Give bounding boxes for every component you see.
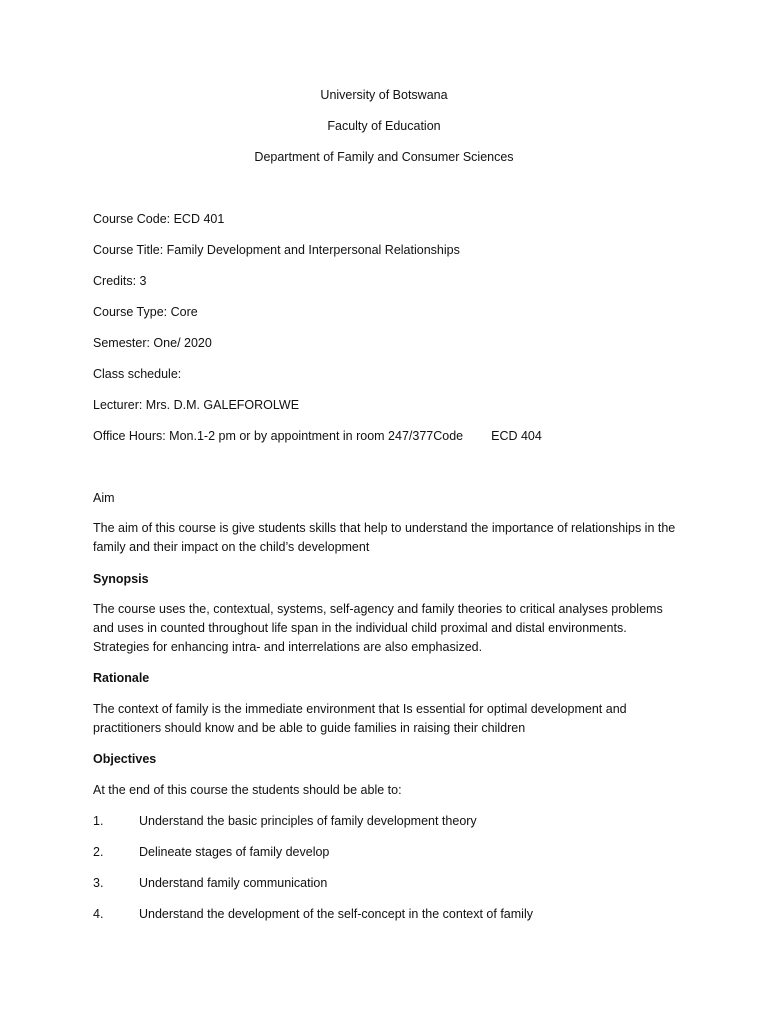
objectives-heading: Objectives <box>93 752 157 766</box>
list-item-text: Understand family communication <box>139 876 328 890</box>
list-item-number: 4. <box>93 907 104 921</box>
list-item-text: Understand the development of the self-concept in the context of family <box>139 907 533 921</box>
aim-heading: Aim <box>93 491 115 505</box>
synopsis-heading: Synopsis <box>93 572 149 586</box>
rationale-heading: Rationale <box>93 671 150 685</box>
objectives-intro: At the end of this course the students should be able to: <box>93 783 402 797</box>
rationale-text: The context of family is the immediate environment that Is essential for optimal development and practitioners should know and be able to guide families in raising their children <box>93 702 627 735</box>
course-code: Course Code: ECD 401 <box>93 212 225 226</box>
department-name: Department of Family and Consumer Sciences <box>254 150 514 164</box>
faculty-name: Faculty of Education <box>327 119 441 133</box>
lecturer: Lecturer: Mrs. D.M. GALEFOROLWE <box>93 398 300 412</box>
office-hours-course-code: ECD 404 <box>491 429 542 443</box>
course-credits: Credits: 3 <box>93 274 147 288</box>
list-item-number: 2. <box>93 845 104 859</box>
list-item-number: 1. <box>93 814 104 828</box>
class-schedule: Class schedule: <box>93 367 182 381</box>
course-semester: Semester: One/ 2020 <box>93 336 212 350</box>
course-type: Course Type: Core <box>93 305 198 319</box>
university-name: University of Botswana <box>320 88 448 102</box>
course-title: Course Title: Family Development and Interpersonal Relationships <box>93 243 460 257</box>
list-item-number: 3. <box>93 876 104 890</box>
office-hours-text: Office Hours: Mon.1-2 pm or by appointment in room 247/377Code <box>93 429 464 443</box>
synopsis-text: The course uses the, contextual, systems, self-agency and family theories to critical analyses problems and uses in counted throughout life span in the individual child proximal and distal environments. Strategies for enhancing intra- and interrelations are also emphasized. <box>93 602 663 654</box>
list-item-text: Delineate stages of family develop <box>139 845 330 859</box>
office-hours <box>93 427 542 446</box>
list-item-text: Understand the basic principles of family development theory <box>139 814 477 828</box>
aim-text: The aim of this course is give students skills that help to understand the importance of relationships in the family and their impact on the child’s development <box>93 521 676 554</box>
